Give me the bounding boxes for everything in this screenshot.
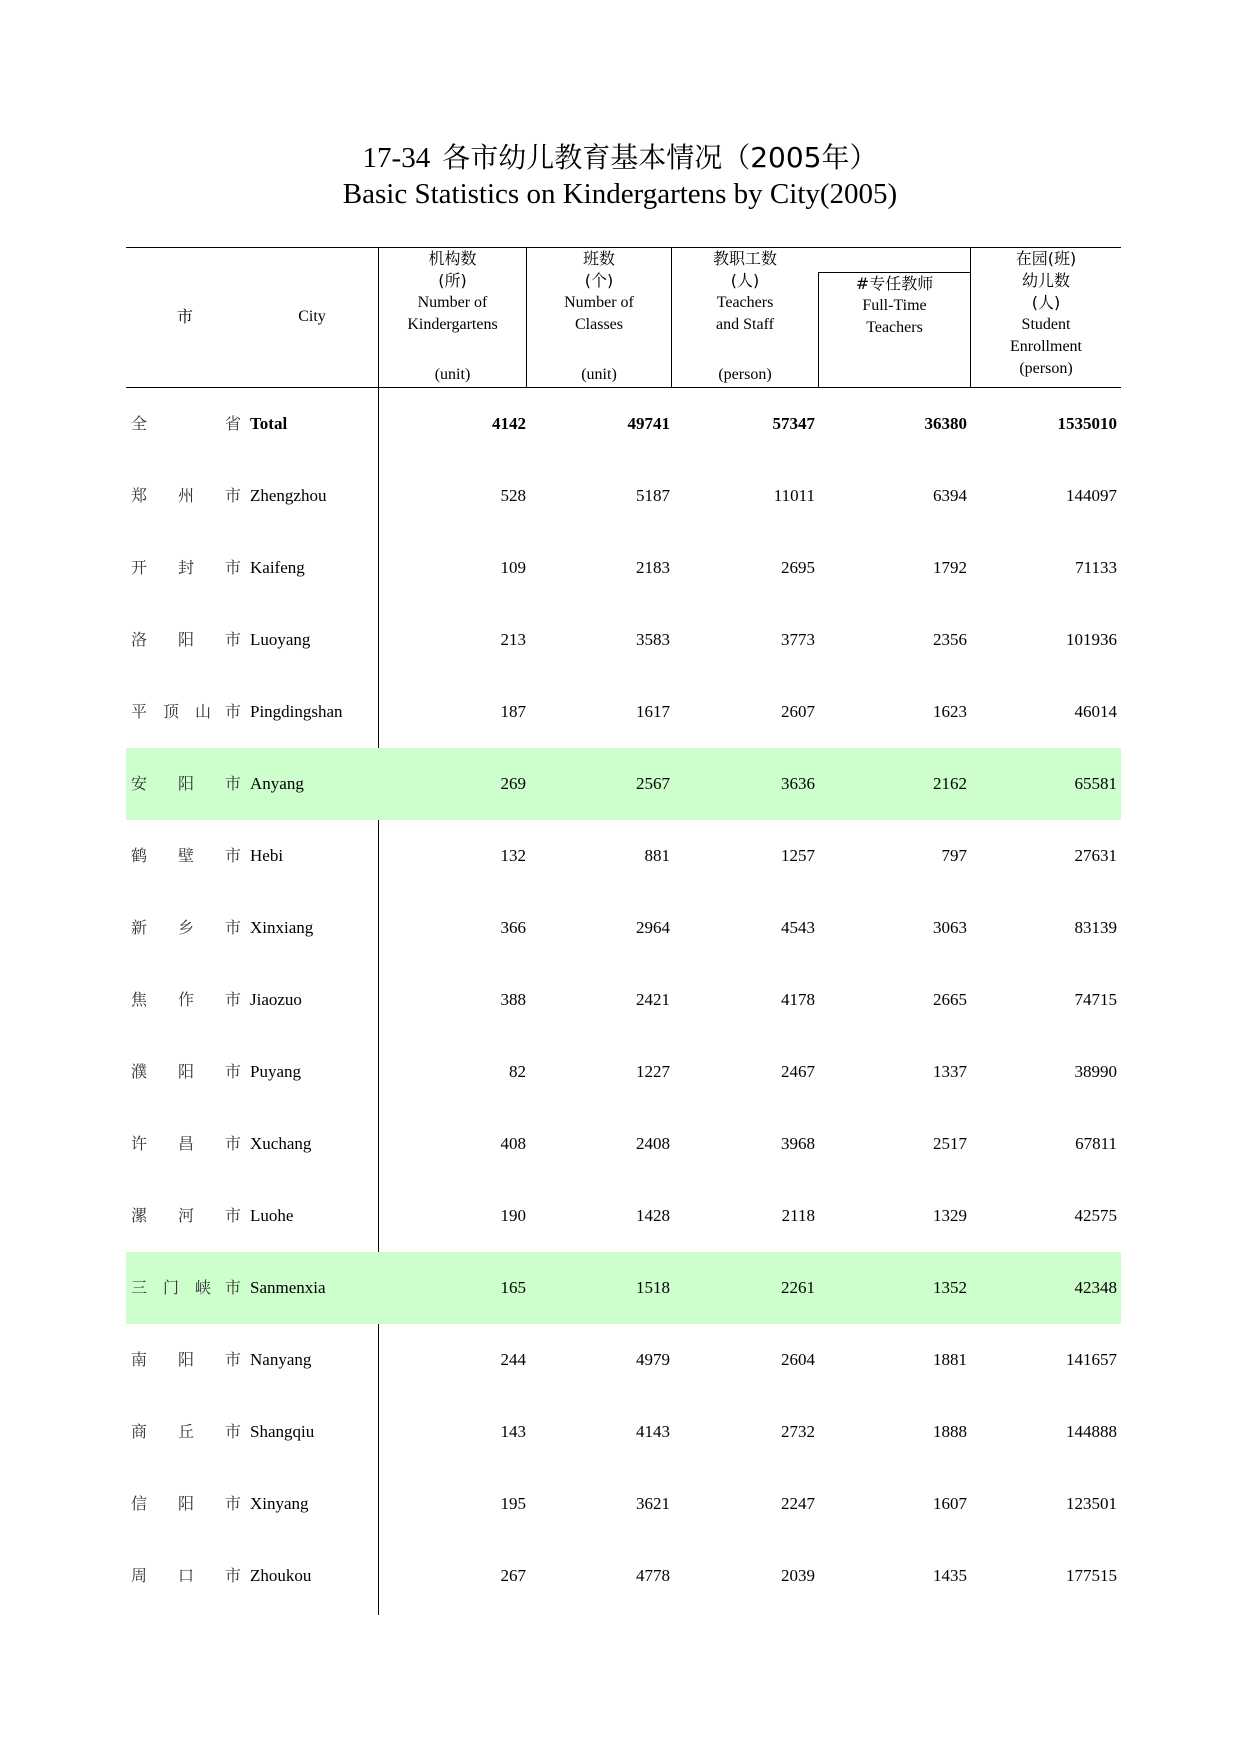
- table-row: [126, 1108, 1121, 1180]
- city-cn-char: 郑: [131, 486, 148, 505]
- cell-classes: 3621: [636, 1494, 670, 1513]
- city-cn-char: 乡: [178, 918, 195, 937]
- cell-kinder: 4142: [492, 414, 526, 433]
- city-cn-char: 阳: [178, 774, 195, 793]
- city-en: Sanmenxia: [250, 1278, 326, 1297]
- cell-classes: 4778: [636, 1566, 670, 1585]
- cell-kinder: 109: [500, 558, 526, 577]
- city-cn-char: 作: [178, 990, 195, 1009]
- city-en: Pingdingshan: [250, 702, 343, 721]
- city-en: Shangqiu: [250, 1422, 315, 1441]
- city-cn-char: 州: [178, 486, 195, 505]
- city-cn-char: 市: [225, 990, 242, 1009]
- cell-classes: 1617: [636, 702, 670, 721]
- city-cn-char: 封: [178, 558, 195, 577]
- cell-kinder: 528: [500, 486, 526, 505]
- cell-fulltime: 3063: [933, 918, 967, 937]
- cell-staff: 3773: [781, 630, 815, 649]
- cell-kinder: 165: [500, 1278, 526, 1297]
- cell-staff: 2732: [781, 1422, 815, 1441]
- cell-fulltime: 1435: [933, 1566, 967, 1585]
- city-en: Xinyang: [250, 1494, 309, 1513]
- table-row: [126, 1036, 1121, 1108]
- title-cn-text: 各市幼儿教育基本情况（2005年）: [442, 141, 878, 174]
- city-cn-char: 鹤: [131, 846, 148, 865]
- city-en: Nanyang: [250, 1350, 312, 1369]
- cell-kinder: 244: [500, 1350, 526, 1369]
- cell-fulltime: 1337: [933, 1062, 967, 1081]
- city-cn-char: 顶: [163, 702, 180, 721]
- cell-fulltime: 1881: [933, 1350, 967, 1369]
- city-cn-char: 新: [131, 918, 148, 937]
- cell-enroll: 144888: [1066, 1422, 1117, 1441]
- cell-kinder: 190: [500, 1206, 526, 1225]
- cell-fulltime: 1623: [933, 702, 967, 721]
- cell-staff: 4543: [781, 918, 815, 937]
- cell-fulltime: 2517: [933, 1134, 967, 1153]
- table-number: 17-34: [362, 142, 431, 174]
- cell-classes: 2408: [636, 1134, 670, 1153]
- city-cn-char: 商: [131, 1422, 148, 1441]
- city-cn-char: 阳: [178, 630, 195, 649]
- cell-kinder: 82: [509, 1062, 526, 1081]
- header-staff: 教职工数 (人) Teachers and Staff (person): [712, 249, 777, 383]
- table-row: [126, 820, 1121, 892]
- cell-classes: 49741: [627, 414, 670, 433]
- table-row: [126, 676, 1121, 748]
- cell-classes: 2964: [636, 918, 670, 937]
- cell-fulltime: 1888: [933, 1422, 967, 1441]
- cell-fulltime: 797: [941, 846, 967, 865]
- cell-kinder: 187: [500, 702, 526, 721]
- cell-kinder: 366: [500, 918, 526, 937]
- city-cn-char: 三: [131, 1278, 148, 1297]
- city-en: Luohe: [250, 1206, 294, 1225]
- cell-kinder: 213: [500, 630, 526, 649]
- city-cn-char: 阳: [178, 1062, 195, 1081]
- cell-enroll: 144097: [1066, 486, 1117, 505]
- city-cn-char: 市: [225, 1422, 242, 1441]
- city-cn-char: 市: [225, 774, 242, 793]
- city-cn-char: 丘: [178, 1422, 195, 1441]
- cell-classes: 2421: [636, 990, 670, 1009]
- cell-fulltime: 1607: [933, 1494, 967, 1513]
- table-row: [126, 460, 1121, 532]
- city-en: Puyang: [250, 1062, 301, 1081]
- page-title-cn: [0, 136, 1240, 176]
- table-row: [126, 1540, 1121, 1612]
- cell-classes: 3583: [636, 630, 670, 649]
- table-row: [126, 892, 1121, 964]
- cell-enroll: 83139: [1074, 918, 1117, 937]
- city-cn-char: 周: [131, 1566, 148, 1585]
- city-cn-char: 许: [131, 1134, 148, 1153]
- city-en: Zhoukou: [250, 1566, 312, 1585]
- city-cn-char: 开: [131, 558, 148, 577]
- city-cn-char: 信: [131, 1494, 148, 1513]
- table-row: [126, 388, 1121, 460]
- city-cn-char: 市: [225, 486, 242, 505]
- header-fulltime: #专任教师 Full-Time Teachers: [855, 274, 934, 336]
- cell-fulltime: 1352: [933, 1278, 967, 1297]
- cell-fulltime: 1329: [933, 1206, 967, 1225]
- page-title-en: Basic Statistics on Kindergartens by City(2005): [342, 178, 898, 210]
- city-cn-char: 壁: [178, 846, 195, 865]
- city-cn-char: 市: [225, 1206, 242, 1225]
- table-row: [126, 1396, 1121, 1468]
- city-cn-char: 口: [178, 1566, 195, 1585]
- cell-kinder: 408: [500, 1134, 526, 1153]
- city-en: Hebi: [250, 846, 284, 865]
- table-row: [126, 1468, 1121, 1540]
- cell-staff: 11011: [773, 486, 815, 505]
- cell-classes: 1227: [636, 1062, 670, 1081]
- city-cn-char: 阳: [178, 1494, 195, 1513]
- cell-fulltime: 2356: [933, 630, 967, 649]
- cell-staff: 2118: [781, 1206, 815, 1225]
- city-cn-char: 濮: [131, 1062, 148, 1081]
- cell-kinder: 195: [500, 1494, 526, 1513]
- table-row: [126, 532, 1121, 604]
- cell-classes: 1518: [636, 1278, 670, 1297]
- city-cn-char: 焦: [131, 990, 148, 1009]
- city-cn-char: 南: [131, 1350, 148, 1369]
- header-classes: 班数 (个) Number of Classes (unit): [564, 249, 634, 383]
- table-row: [126, 1180, 1121, 1252]
- cell-fulltime: 1792: [933, 558, 967, 577]
- cell-fulltime: 6394: [933, 486, 967, 505]
- cell-staff: 2695: [781, 558, 815, 577]
- cell-enroll: 101936: [1066, 630, 1117, 649]
- city-cn-char: 市: [225, 1278, 242, 1297]
- city-en: Xinxiang: [250, 918, 314, 937]
- cell-classes: 5187: [636, 486, 670, 505]
- cell-enroll: 46014: [1074, 702, 1117, 721]
- cell-kinder: 143: [500, 1422, 526, 1441]
- city-cn-char: 安: [131, 774, 148, 793]
- city-cn-char: 昌: [178, 1134, 195, 1153]
- city-cn-char: 全: [131, 414, 148, 433]
- cell-enroll: 71133: [1075, 558, 1117, 577]
- table-row: [126, 604, 1121, 676]
- cell-classes: 881: [644, 846, 670, 865]
- city-cn-char: 市: [225, 1062, 242, 1081]
- cell-staff: 1257: [781, 846, 815, 865]
- city-cn-char: 峡: [195, 1278, 212, 1297]
- cell-kinder: 267: [500, 1566, 526, 1585]
- header-city-en: City: [298, 308, 326, 325]
- cell-staff: 2039: [781, 1566, 815, 1585]
- city-cn-char: 门: [163, 1278, 180, 1297]
- cell-classes: 4143: [636, 1422, 670, 1441]
- city-en: Luoyang: [250, 630, 311, 649]
- city-cn-char: 市: [225, 846, 242, 865]
- table-row: [126, 1252, 1121, 1324]
- city-en: Kaifeng: [250, 558, 305, 577]
- cell-enroll: 74715: [1074, 990, 1117, 1009]
- cell-kinder: 388: [500, 990, 526, 1009]
- city-cn-char: 市: [225, 1134, 242, 1153]
- cell-staff: 2607: [781, 702, 815, 721]
- cell-enroll: 42575: [1074, 1206, 1117, 1225]
- city-cn-char: 省: [225, 414, 242, 433]
- table-row: [126, 748, 1121, 820]
- city-cn-char: 平: [131, 702, 148, 721]
- city-cn-char: 市: [225, 1566, 242, 1585]
- table-row: [126, 964, 1121, 1036]
- city-cn-char: 洛: [131, 630, 148, 649]
- cell-enroll: 65581: [1074, 774, 1117, 793]
- cell-fulltime: 36380: [924, 414, 967, 433]
- city-en: Total: [250, 414, 288, 433]
- city-cn-char: 市: [225, 702, 242, 721]
- cell-staff: 2604: [781, 1350, 815, 1369]
- cell-classes: 2567: [636, 774, 670, 793]
- city-cn-char: 市: [225, 918, 242, 937]
- city-en: Xuchang: [250, 1134, 312, 1153]
- cell-enroll: 1535010: [1057, 414, 1117, 433]
- cell-staff: 4178: [781, 990, 815, 1009]
- cell-staff: 3968: [781, 1134, 815, 1153]
- cell-enroll: 123501: [1066, 1494, 1117, 1513]
- cell-classes: 1428: [636, 1206, 670, 1225]
- cell-enroll: 42348: [1074, 1278, 1117, 1297]
- city-cn-char: 漯: [131, 1206, 148, 1225]
- cell-staff: 57347: [772, 414, 815, 433]
- city-cn-char: 阳: [178, 1350, 195, 1369]
- cell-classes: 2183: [636, 558, 670, 577]
- cell-fulltime: 2665: [933, 990, 967, 1009]
- city-cn-char: 河: [178, 1206, 195, 1225]
- table-row: [126, 1324, 1121, 1396]
- city-en: Zhengzhou: [250, 486, 327, 505]
- cell-staff: 2261: [781, 1278, 815, 1297]
- cell-classes: 4979: [636, 1350, 670, 1369]
- city-cn-char: 市: [225, 1350, 242, 1369]
- city-cn-char: 市: [225, 558, 242, 577]
- cell-enroll: 67811: [1075, 1134, 1117, 1153]
- cell-enroll: 141657: [1066, 1350, 1117, 1369]
- header-kindergartens: 机构数 (所) Number of Kindergartens (unit): [407, 249, 498, 383]
- cell-staff: 3636: [781, 774, 815, 793]
- cell-staff: 2467: [781, 1062, 815, 1081]
- city-cn-char: 市: [225, 1494, 242, 1513]
- cell-enroll: 177515: [1066, 1566, 1117, 1585]
- cell-kinder: 269: [500, 774, 526, 793]
- header-enrollment: 在园(班) 幼儿数 (人) Student Enrollment (person): [1010, 249, 1082, 377]
- city-cn-char: 山: [195, 702, 212, 721]
- city-cn-char: 市: [225, 630, 242, 649]
- cell-enroll: 27631: [1074, 846, 1117, 865]
- city-en: Anyang: [250, 774, 304, 793]
- cell-staff: 2247: [781, 1494, 815, 1513]
- header-city-cn: 市: [176, 307, 193, 326]
- cell-fulltime: 2162: [933, 774, 967, 793]
- cell-enroll: 38990: [1074, 1062, 1117, 1081]
- cell-kinder: 132: [500, 846, 526, 865]
- city-en: Jiaozuo: [250, 990, 302, 1009]
